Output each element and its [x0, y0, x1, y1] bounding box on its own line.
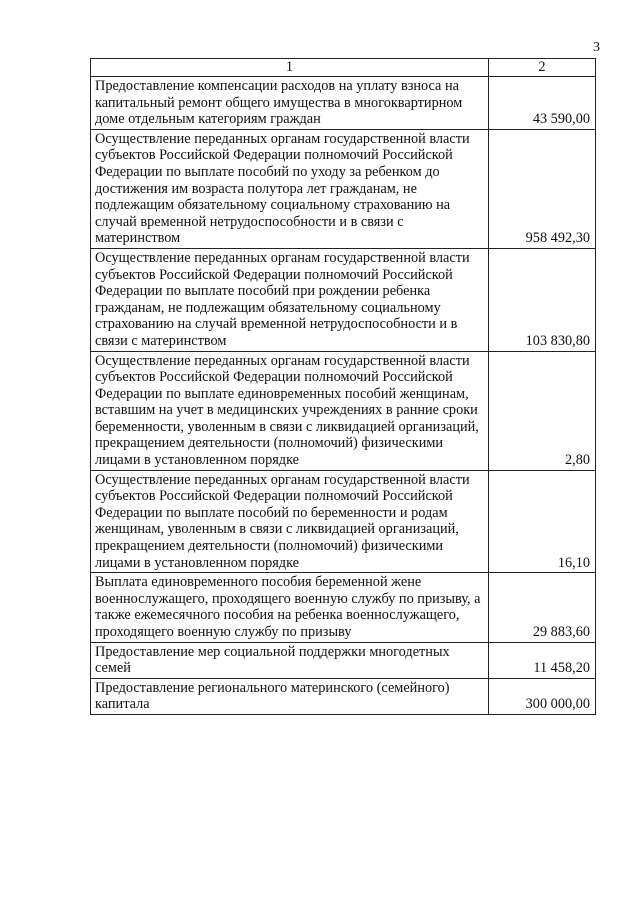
row-amount: 16,10: [489, 470, 596, 573]
row-description: Осуществление переданных органам государственной власти субъектов Российской Федерации полномочий Российской Федерации по выплате единовременных пособий женщинам, вставшим на учет в медицинских учреждениях в ранние сроки беременности, уволенным в связи с ликвидацией организаций, прекращением деятельности (полномочий) физическими лицами в установленном порядке: [91, 351, 489, 470]
table-row: [91, 77, 596, 130]
page-number: 3: [593, 40, 600, 55]
table-row: [91, 573, 596, 642]
row-amount: 103 830,80: [489, 248, 596, 351]
row-description: Предоставление регионального материнского (семейного) капитала: [91, 678, 489, 714]
table-row: [91, 129, 596, 248]
row-amount: 300 000,00: [489, 678, 596, 714]
table-row: [91, 678, 596, 714]
row-description: Предоставление компенсации расходов на уплату взноса на капитальный ремонт общего имущества в многоквартирном доме отдельным категориям граждан: [91, 77, 489, 130]
row-description: Предоставление мер социальной поддержки многодетных семей: [91, 642, 489, 678]
row-amount: 11 458,20: [489, 642, 596, 678]
row-amount: 43 590,00: [489, 77, 596, 130]
budget-table: [90, 58, 596, 715]
row-amount: 958 492,30: [489, 129, 596, 248]
row-amount: 2,80: [489, 351, 596, 470]
row-description: Осуществление переданных органам государственной власти субъектов Российской Федерации полномочий Российской Федерации по выплате пособий при рождении ребенка гражданам, не подлежащим обязательному социальному страхованию на случай временной нетрудоспособности и в связи с материнством: [91, 248, 489, 351]
table-row: [91, 248, 596, 351]
column-header-2: 2: [489, 59, 596, 77]
row-description: Осуществление переданных органам государственной власти субъектов Российской Федерации полномочий Российской Федерации по выплате пособий по беременности и родам женщинам, уволенным в связи с ликвидацией организаций, прекращением деятельности (полномочий) физическими лицами в установленном порядке: [91, 470, 489, 573]
table-header-row: [91, 59, 596, 77]
row-description: Выплата единовременного пособия беременной жене военнослужащего, проходящего военную службу по призыву, а также ежемесячного пособия на ребенка военнослужащего, проходящего военную службу по призыву: [91, 573, 489, 642]
table-row: [91, 351, 596, 470]
table-row: [91, 642, 596, 678]
row-amount: 29 883,60: [489, 573, 596, 642]
column-header-1: 1: [91, 59, 489, 77]
row-description: Осуществление переданных органам государственной власти субъектов Российской Федерации полномочий Российской Федерации по выплате пособий по уходу за ребенком до достижения им возраста полутора лет гражданам, не подлежащим обязательному социальному страхованию на случай временной нетрудоспособности и в связи с материнством: [91, 129, 489, 248]
table-row: [91, 470, 596, 573]
